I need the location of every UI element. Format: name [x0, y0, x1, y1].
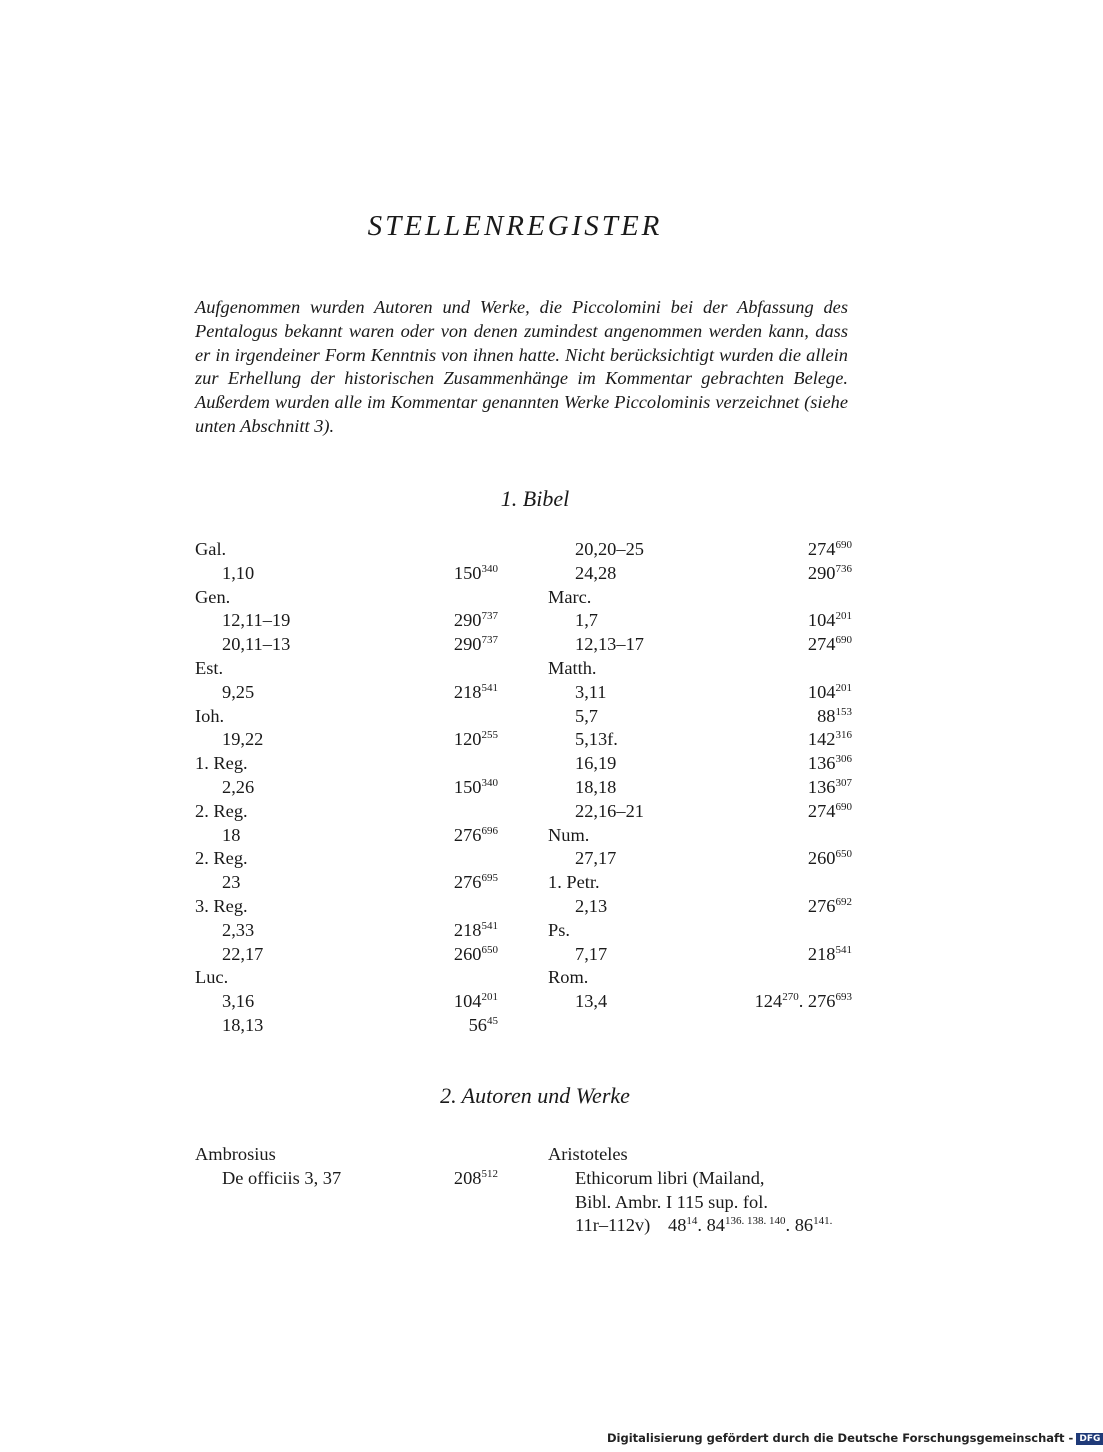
page-number: 150	[453, 776, 482, 797]
index-heading	[195, 657, 498, 681]
page-ref-separator: .	[785, 1215, 795, 1236]
index-label: Rom.	[548, 967, 589, 988]
index-label: Luc.	[195, 967, 229, 988]
page-number: 218	[807, 943, 836, 964]
index-entry	[195, 562, 498, 586]
index-page-refs	[808, 562, 852, 586]
index-page-refs	[808, 847, 852, 871]
page-ref-separator: .	[798, 991, 808, 1012]
page-number: 56	[468, 1014, 487, 1035]
index-page-refs	[808, 895, 852, 919]
index-page-refs	[808, 681, 852, 705]
page-number: 276	[807, 895, 836, 916]
index-label: 1. Reg.	[195, 753, 248, 774]
footnote-number: 45	[487, 1014, 498, 1027]
footnote-number: 693	[835, 991, 852, 1004]
index-label: 3,16	[222, 991, 255, 1012]
index-page-refs	[808, 728, 852, 752]
index-page-refs	[755, 990, 852, 1014]
page-number: 218	[453, 919, 482, 940]
page-number: 104	[807, 681, 836, 702]
index-label: Aristoteles	[548, 1144, 628, 1164]
index-heading	[548, 657, 852, 681]
page-number: 142	[807, 729, 836, 750]
page-number: 48	[668, 1215, 687, 1236]
index-label: 7,17	[575, 943, 608, 964]
section-heading-bibel: 1. Bibel	[500, 486, 570, 511]
index-page-refs	[454, 871, 498, 895]
footnote-number: 696	[481, 824, 498, 837]
page-number: 208	[453, 1167, 482, 1188]
page-number: 276	[453, 872, 482, 893]
index-heading	[195, 895, 498, 919]
footnote-number: 14	[686, 1215, 698, 1228]
index-label: 5,13f.	[575, 729, 618, 750]
page-number: 274	[807, 634, 836, 655]
index-entry	[195, 824, 498, 848]
footnote-number: 340	[481, 562, 498, 575]
index-page-refs	[808, 609, 852, 633]
index-label: 16,19	[575, 753, 617, 774]
index-label: 13,4	[575, 991, 608, 1012]
index-page-refs	[454, 919, 498, 943]
page-number: 276	[453, 824, 482, 845]
index-page-refs	[454, 824, 498, 848]
index-page-refs	[808, 800, 852, 824]
index-entry	[195, 609, 498, 633]
index-label: 12,13–17	[575, 634, 644, 655]
index-page-refs	[454, 990, 498, 1014]
index-page-refs	[454, 562, 498, 586]
page-title: STELLENREGISTER	[367, 210, 663, 242]
index-label: Ps.	[548, 919, 570, 940]
index-heading	[195, 800, 498, 824]
index-heading	[548, 824, 852, 848]
footnote-number: 255	[481, 729, 498, 742]
page-number: 136	[807, 776, 836, 797]
bible-index-left-column	[195, 538, 498, 1038]
index-heading	[195, 847, 498, 871]
footnote-number: 690	[835, 634, 852, 647]
index-entry	[195, 943, 498, 967]
index-work-line	[548, 1214, 878, 1238]
index-page-refs	[808, 538, 852, 562]
index-label: 27,17	[575, 848, 617, 869]
index-page-refs	[454, 633, 498, 657]
index-entry	[195, 633, 498, 657]
dfg-logo: DFG	[1076, 1433, 1103, 1445]
index-label: Gal.	[195, 539, 227, 559]
index-page-refs	[454, 609, 498, 633]
index-page-refs	[454, 728, 498, 752]
footnote-number: 340	[481, 776, 498, 789]
footnote-number: 650	[481, 943, 498, 956]
page-number: 260	[807, 848, 836, 869]
index-label: 1,7	[575, 610, 598, 631]
page-number: 218	[453, 681, 482, 702]
footnote-number: 690	[835, 800, 852, 813]
section-heading-autoren: 2. Autoren und Werke	[440, 1083, 630, 1108]
page-number: 88	[817, 705, 836, 726]
index-label: 18	[222, 824, 241, 845]
index-label: Gen.	[195, 586, 231, 607]
footnote-number: 650	[835, 848, 852, 861]
index-entry	[548, 728, 852, 752]
index-entry	[195, 871, 498, 895]
page-ref-separator: .	[697, 1215, 707, 1236]
index-label: 3,11	[575, 681, 607, 702]
page-number: 290	[453, 634, 482, 655]
authors-index-right-column	[548, 1143, 878, 1238]
index-entry	[548, 847, 852, 871]
index-page-refs	[817, 705, 852, 729]
footnote-number: 201	[835, 610, 852, 623]
footnote-number: 541	[481, 681, 498, 694]
index-entry	[548, 895, 852, 919]
index-heading	[548, 586, 852, 610]
page-number: 124	[754, 991, 783, 1012]
index-label: 3. Reg.	[195, 895, 248, 916]
index-page-refs	[808, 752, 852, 776]
page-number: 276	[807, 991, 836, 1012]
page-number: 150	[453, 562, 482, 583]
footnote-number: 692	[835, 895, 852, 908]
index-page-refs	[454, 681, 498, 705]
page-number: 274	[807, 800, 836, 821]
footnote-number: 737	[481, 634, 498, 647]
footnote-number: 695	[481, 872, 498, 885]
index-page-refs	[808, 943, 852, 967]
index-label: Num.	[548, 824, 590, 845]
index-entry	[195, 1167, 498, 1191]
index-heading	[548, 919, 852, 943]
footnote-number: 307	[835, 776, 852, 789]
footnote-number: 201	[481, 991, 498, 1004]
index-label: Est.	[195, 657, 224, 678]
index-entry	[548, 800, 852, 824]
index-label: 22,17	[222, 943, 264, 964]
index-label: Ioh.	[195, 705, 225, 726]
index-label: 20,11–13	[222, 634, 291, 655]
index-label: De officiis 3, 37	[222, 1167, 342, 1188]
footnote-number: 136. 138. 140	[724, 1215, 786, 1228]
footer-text: Digitalisierung gefördert durch die Deutsche Forschungsgemeinschaft -	[607, 1431, 1074, 1445]
index-heading	[195, 966, 498, 990]
index-label: 1. Petr.	[548, 872, 600, 893]
bible-index-right-column	[548, 538, 852, 1014]
page-number: 84	[706, 1215, 725, 1236]
footnote-number: 541	[835, 943, 852, 956]
index-page-refs	[668, 1214, 832, 1238]
index-heading	[195, 1143, 498, 1167]
index-entry	[548, 752, 852, 776]
index-label: 2. Reg.	[195, 848, 248, 869]
footnote-number: 737	[481, 610, 498, 623]
index-page-refs	[454, 776, 498, 800]
page-number: 290	[453, 610, 482, 631]
index-heading	[195, 752, 498, 776]
footnote-number: 690	[835, 539, 852, 551]
footnote-number: 270	[782, 991, 799, 1004]
index-page-refs	[808, 776, 852, 800]
index-page-refs	[808, 633, 852, 657]
index-label: Ambrosius	[195, 1144, 276, 1164]
index-entry	[195, 1014, 498, 1038]
index-label: 1,10	[222, 562, 255, 583]
index-entry	[195, 990, 498, 1014]
index-label: 18,18	[575, 776, 617, 797]
page-number: 120	[453, 729, 482, 750]
index-entry	[548, 943, 852, 967]
index-heading	[195, 705, 498, 729]
index-page-refs	[454, 1167, 498, 1191]
intro-paragraph: Aufgenommen wurden Autoren und Werke, die Piccolomini bei der Abfassung des Pentalogus bekannt waren oder von denen zumindest angenommen werden kann, dass er in irgendeiner Form Kenntnis von ihnen hatte. Nicht berücksichtigt wurden die allein zur Erhellung der historischen Zusammenhänge im Kommentar gebrachten Belege. Außerdem wurden alle im Kommentar genannten Werke Piccolominis verzeichnet (siehe unten Abschnitt 3).	[195, 297, 848, 436]
index-label: 20,20–25	[575, 539, 644, 559]
footnote-number: 512	[481, 1167, 498, 1180]
index-entry	[548, 609, 852, 633]
index-label: 2,33	[222, 919, 255, 940]
index-entry	[195, 681, 498, 705]
index-entry	[195, 776, 498, 800]
index-label: 2. Reg.	[195, 800, 248, 821]
index-entry	[195, 919, 498, 943]
index-label: 12,11–19	[222, 610, 291, 631]
index-label: Marc.	[548, 586, 592, 607]
index-page-refs	[469, 1014, 498, 1038]
index-heading	[195, 538, 498, 562]
footnote-number: 153	[835, 705, 852, 718]
footnote-number: 541	[481, 919, 498, 932]
index-heading	[548, 871, 852, 895]
index-label: Matth.	[548, 657, 597, 678]
index-label: 18,13	[222, 1014, 264, 1035]
footnote-number: 201	[835, 681, 852, 694]
index-entry	[548, 990, 852, 1014]
footnote-number: 736	[835, 562, 852, 575]
index-work-folio: 11r–112v)	[575, 1215, 651, 1236]
footnote-number: 316	[835, 729, 852, 742]
index-author	[548, 1143, 878, 1167]
index-entry	[548, 562, 852, 586]
index-label: 22,16–21	[575, 800, 644, 821]
index-label: 5,7	[575, 705, 598, 726]
index-label: 19,22	[222, 729, 264, 750]
index-label: 2,13	[575, 895, 608, 916]
page-number: 274	[807, 539, 836, 559]
footer-credit	[607, 1431, 1103, 1445]
index-entry	[548, 538, 852, 562]
index-work-line: Ethicorum libri (Mailand,	[575, 1167, 765, 1188]
index-entry	[548, 776, 852, 800]
index-heading	[548, 966, 852, 990]
index-label: 23	[222, 872, 241, 893]
authors-index-left-column	[195, 1143, 498, 1191]
index-entry	[548, 681, 852, 705]
footnote-number: 306	[835, 753, 852, 766]
index-entry	[195, 728, 498, 752]
index-label: 2,26	[222, 776, 255, 797]
page-number: 136	[807, 753, 836, 774]
index-label: 24,28	[575, 562, 617, 583]
page-number: 86	[794, 1215, 814, 1236]
index-entry	[548, 633, 852, 657]
page-number: 104	[453, 991, 482, 1012]
page-number: 290	[807, 562, 836, 583]
index-work-line: Bibl. Ambr. I 115 sup. fol.	[575, 1191, 768, 1212]
index-entry	[548, 705, 852, 729]
index-label: 9,25	[222, 681, 255, 702]
index-page-refs	[454, 943, 498, 967]
footnote-number: 141.	[813, 1215, 833, 1228]
page-number: 104	[807, 610, 836, 631]
index-heading	[195, 586, 498, 610]
page-number: 260	[453, 943, 482, 964]
